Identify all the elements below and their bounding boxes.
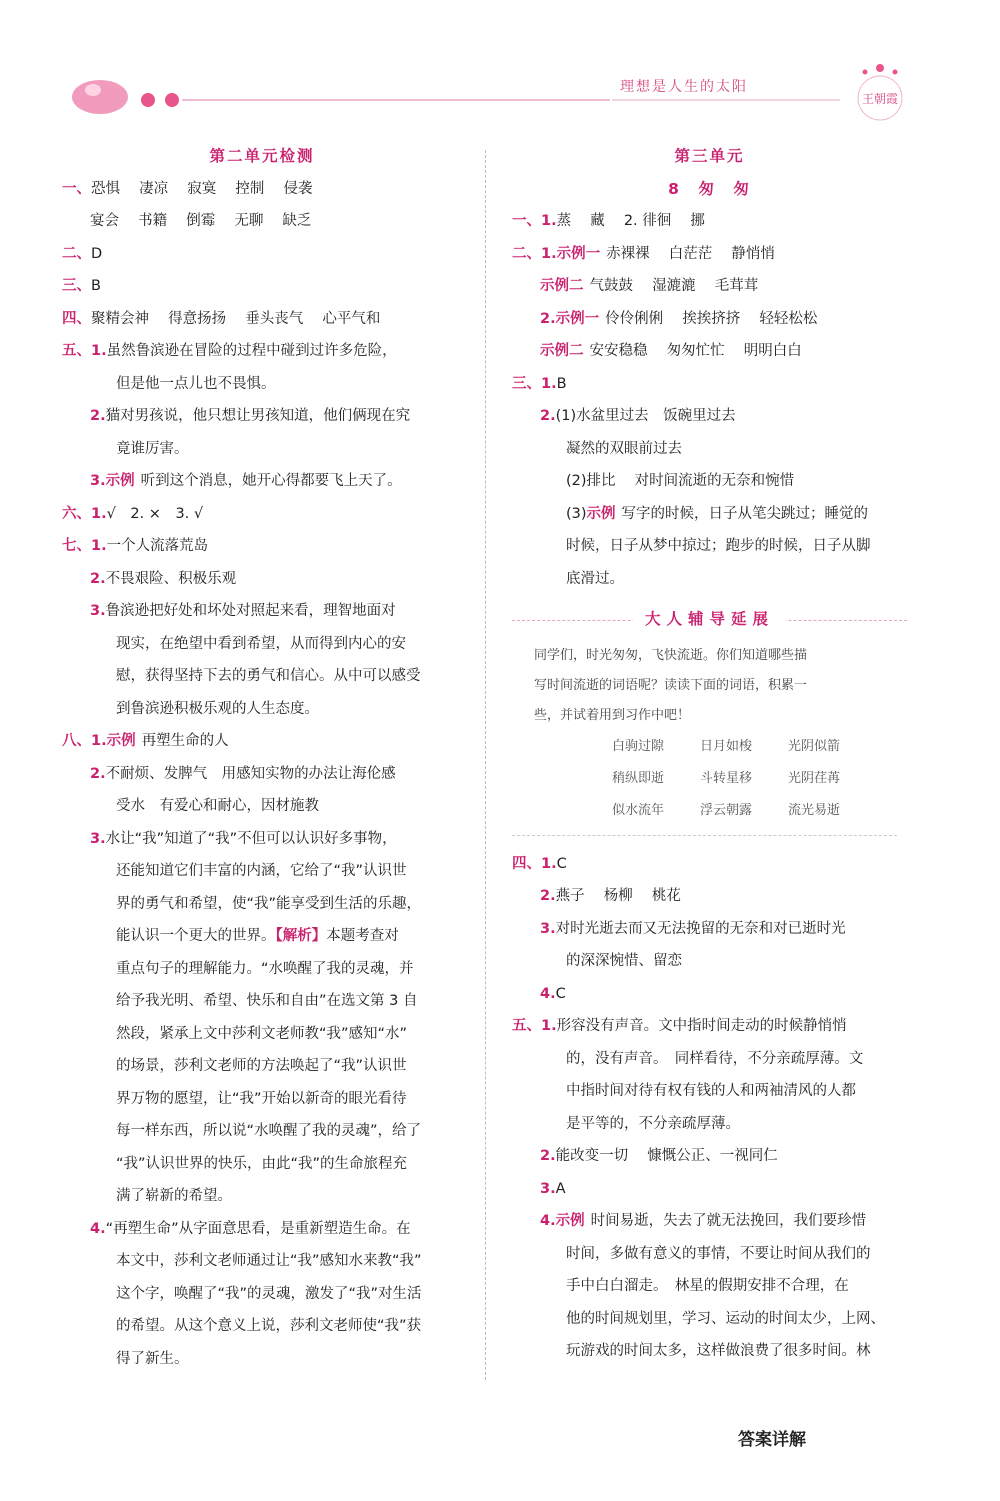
idiom-row xyxy=(512,763,907,795)
answer-text: 他的时间规划里，学习、运动的时间太少，上网、 xyxy=(566,1310,885,1327)
answer-line xyxy=(62,790,462,823)
dot-icon xyxy=(141,93,155,107)
answer-text: (1)水盆里过去 饭碗里过去 xyxy=(555,408,736,424)
answer-line xyxy=(62,530,462,563)
answer-text: 每一样东西，所以说“水唤醒了我的灵魂”，给了 xyxy=(116,1123,422,1139)
answer-text: 时间，多做有意义的事情，不要让时间从我们的 xyxy=(566,1245,871,1262)
idiom-row xyxy=(512,731,907,763)
answer-line xyxy=(512,945,907,978)
answer-text: 对时光逝去而又无法挽留的无奈和对已逝时光 xyxy=(555,920,846,937)
answer-text: 中指时间对待有权有钱的人和两袖清风的人都 xyxy=(566,1083,856,1099)
question-number: 三、1. xyxy=(512,375,557,392)
answer-text: 猫对男孩说，他只想让男孩知道，他们俩现在究 xyxy=(105,408,411,424)
answer-text: 伶伶俐俐 挨挨挤挤 轻轻松松 xyxy=(605,310,818,327)
example-tag: 示例 xyxy=(586,505,616,522)
answer-text: 宴会 书籍 倒霉 无聊 缺乏 xyxy=(90,213,312,229)
answer-text: 界的勇气和希望，使“我”能享受到生活的乐趣， xyxy=(116,895,422,912)
question-number: 3. xyxy=(90,830,106,847)
answer-line xyxy=(62,270,462,303)
extension-box-label: 大人辅导延展 xyxy=(633,610,786,628)
question-number: 一、1. xyxy=(512,213,557,229)
question-number: 3. xyxy=(540,920,556,937)
answer-text: 再塑生命的人 xyxy=(141,733,229,749)
answer-line xyxy=(512,1140,907,1173)
answer-text: 的希望。从这个意义上说，莎利文老师使“我”获 xyxy=(116,1318,422,1334)
answer-text: 现实，在绝望中看到希望，从而得到内心的安 xyxy=(116,635,406,652)
answer-line xyxy=(512,1303,907,1336)
answer-text: 满了崭新的希望。 xyxy=(116,1188,232,1204)
answer-text: 给予我光明、希望、快乐和自由”在选文第 3 自 xyxy=(116,993,418,1009)
extension-text: 同学们，时光匆匆，飞快流逝。你们知道哪些描 xyxy=(534,647,808,663)
answer-line xyxy=(62,855,462,888)
cartoon-whale-icon xyxy=(72,80,128,114)
question-number: 四、1. xyxy=(512,855,557,872)
extension-box xyxy=(512,641,907,827)
answer-line xyxy=(62,1018,462,1051)
answer-text: 是平等的，不分亲疏厚薄。 xyxy=(566,1115,740,1132)
extension-box-title xyxy=(512,603,907,637)
answer-line xyxy=(512,238,907,271)
answer-line xyxy=(512,205,907,238)
unit-title: 第二单元检测 xyxy=(209,147,315,165)
answer-line xyxy=(512,563,907,596)
answer-text: 听到这个消息，她开心得都要飞上天了。 xyxy=(140,473,402,489)
answer-line xyxy=(512,400,907,433)
example-tag: 示例一 xyxy=(556,245,601,262)
answer-line xyxy=(62,985,462,1018)
answer-text: 水让“我”知道了“我”不但可以认识好多事物， xyxy=(105,830,397,847)
answer-text: 能改变一切 慷慨公正、一视同仁 xyxy=(555,1148,778,1164)
answer-line xyxy=(62,563,462,596)
answer-text: “我”认识世界的快乐，由此“我”的生命旅程充 xyxy=(116,1155,408,1172)
extension-text: 些，并试着用到习作中吧！ xyxy=(534,707,691,723)
idiom: 斗转星移 xyxy=(700,770,753,786)
answer-line xyxy=(62,173,462,206)
answer-line xyxy=(512,335,907,368)
answer-line xyxy=(62,433,462,466)
analysis-tag: 【解析】 xyxy=(275,928,327,944)
question-number: 七、1. xyxy=(62,538,107,554)
right-column xyxy=(512,140,907,1368)
answer-text: 赤裸裸 白茫茫 静悄悄 xyxy=(606,245,775,262)
answer-line xyxy=(62,1278,462,1311)
question-number: 六、1. xyxy=(62,505,107,522)
answer-line xyxy=(62,660,462,693)
answer-line xyxy=(62,1310,462,1343)
question-number: 2. xyxy=(540,888,556,904)
answer-text: 竟谁厉害。 xyxy=(116,440,189,457)
answer-text: 底滑过。 xyxy=(566,570,624,587)
question-number: 2. xyxy=(540,1148,556,1164)
answer-line xyxy=(512,465,907,498)
idiom: 日月如梭 xyxy=(700,738,753,754)
answer-text: 的深深惋惜、留恋 xyxy=(566,953,682,969)
answer-line xyxy=(512,270,907,303)
answer-line xyxy=(62,303,462,336)
answer-text: 本题考查对 xyxy=(326,928,399,944)
answer-text: 安安稳稳 匆匆忙忙 明明白白 xyxy=(589,343,802,359)
answer-line xyxy=(62,1180,462,1213)
question-number: 2. xyxy=(540,408,556,424)
answer-line xyxy=(512,1335,907,1368)
answer-text: 这个字，唤醒了“我”的灵魂，激发了“我”对生活 xyxy=(116,1285,422,1302)
question-number: 2. xyxy=(90,765,106,782)
answer-line xyxy=(62,1050,462,1083)
answer-block-b xyxy=(512,848,907,1368)
answer-line xyxy=(62,465,462,498)
answer-text: (2)排比 对时间流逝的无奈和惋惜 xyxy=(566,473,795,489)
answer-text: 不畏艰险、积极乐观 xyxy=(105,570,237,587)
answer-text: 本文中，莎利文老师通过让“我”感知水来教“我” xyxy=(116,1253,422,1269)
answer-text: A xyxy=(555,1180,566,1197)
answer-line xyxy=(512,498,907,531)
idiom: 似水流年 xyxy=(612,802,665,818)
question-number: 4. xyxy=(540,985,556,1002)
footer-label: 答案详解 xyxy=(738,1430,806,1450)
answer-line xyxy=(62,693,462,726)
dot-icon xyxy=(165,93,179,107)
idiom: 光阴荏苒 xyxy=(788,770,841,786)
answer-text: 手中白白溜走。 林星的假期安排不合理，在 xyxy=(566,1278,849,1294)
answer-line xyxy=(62,823,462,856)
answer-line xyxy=(62,1343,462,1376)
example-tag: 示例 xyxy=(106,733,136,749)
question-number: 2. xyxy=(90,408,106,424)
answer-text: 的场景，莎利文老师的方法唤起了“我”认识世 xyxy=(116,1058,407,1074)
answer-line xyxy=(512,1108,907,1141)
idiom: 稍纵即逝 xyxy=(612,770,665,786)
answer-text: 重点句子的理解能力。“水唤醒了我的灵魂，并 xyxy=(116,960,414,977)
answer-line xyxy=(62,953,462,986)
answer-line xyxy=(62,400,462,433)
idiom: 浮云朝露 xyxy=(700,802,753,818)
answer-line xyxy=(512,303,907,336)
question-number: 4. xyxy=(540,1213,556,1229)
answer-line xyxy=(62,628,462,661)
left-column xyxy=(62,140,462,1375)
question-number: 2. xyxy=(90,570,106,587)
answer-line xyxy=(62,238,462,271)
idiom: 流光易逝 xyxy=(788,802,841,818)
answer-text: 然段，紧承上文中莎利文老师教“我”感知“水” xyxy=(116,1025,408,1042)
column-divider xyxy=(485,150,486,1380)
answer-line xyxy=(62,498,462,531)
question-number: 五、1. xyxy=(62,343,107,359)
answer-line xyxy=(62,1115,462,1148)
answer-text: 但是他一点儿也不畏惧。 xyxy=(116,375,276,392)
answer-line xyxy=(512,1238,907,1271)
lesson-title: 8 匆 匆 xyxy=(668,179,751,198)
answer-line xyxy=(62,1148,462,1181)
answer-text: 气鼓鼓 湿漉漉 毛茸茸 xyxy=(589,278,759,294)
example-tag: 示例二 xyxy=(540,343,584,359)
answer-text: D xyxy=(91,245,103,262)
question-number: 五、1. xyxy=(512,1018,557,1034)
answer-text: 恐惧 凄凉 寂寞 控制 侵袭 xyxy=(91,180,313,197)
question-number: 二、1. xyxy=(512,245,557,262)
idiom: 白驹过隙 xyxy=(612,738,665,754)
answer-line xyxy=(62,1245,462,1278)
answer-line xyxy=(512,880,907,913)
answer-line xyxy=(62,888,462,921)
answer-text: 玩游戏的时间太多，这样做浪费了很多时间。林 xyxy=(566,1343,871,1359)
answer-text: 鲁滨逊把好处和坏处对照起来看，理智地面对 xyxy=(105,603,396,619)
answer-line xyxy=(62,758,462,791)
answer-line xyxy=(512,1270,907,1303)
answer-text: (3) xyxy=(566,505,587,522)
answer-text: B xyxy=(556,375,567,392)
answer-line xyxy=(62,725,462,758)
answer-text: “再塑生命”从字面意思看，是重新塑造生命。在 xyxy=(105,1220,411,1237)
answer-text: 受水 有爱心和耐心，因材施教 xyxy=(116,798,319,814)
answer-text: 时间易逝，失去了就无法挽回，我们要珍惜 xyxy=(590,1213,867,1229)
answer-line xyxy=(512,1010,907,1043)
answer-text: 一个人流落荒岛 xyxy=(106,538,209,554)
answer-line xyxy=(512,1043,907,1076)
answer-line xyxy=(512,1205,907,1238)
answer-text: 凝然的双眼前过去 xyxy=(566,440,682,457)
unit-title: 第三单元 xyxy=(674,147,745,165)
answer-text: 的，没有声音。 同样看待，不分亲疏厚薄。文 xyxy=(566,1050,864,1067)
answer-text: 还能知道它们丰富的内涵，它给了“我”认识世 xyxy=(116,863,407,879)
answer-line xyxy=(62,1213,462,1246)
question-number: 2. xyxy=(540,310,556,327)
idiom-row xyxy=(512,795,907,827)
answer-text: 能认识一个更大的世界。 xyxy=(116,928,276,944)
answer-line xyxy=(512,433,907,466)
question-number: 3. xyxy=(90,603,106,619)
example-tag: 示例 xyxy=(105,473,135,489)
answer-line xyxy=(62,335,462,368)
question-number: 4. xyxy=(90,1220,106,1237)
answer-line xyxy=(62,595,462,628)
example-tag: 示例二 xyxy=(540,278,584,294)
answer-text: C xyxy=(556,855,567,872)
answer-text: 慰，获得坚持下去的勇气和信心。从中可以感受 xyxy=(116,668,421,684)
answer-text: 蒸 藏 2. 徘徊 挪 xyxy=(556,213,705,229)
answer-text: 界万物的愿望，让“我”开始以新奇的眼光看待 xyxy=(116,1090,407,1107)
answer-text: 形容没有声音。文中指时间走动的时候静悄悄 xyxy=(556,1018,847,1034)
separator xyxy=(512,835,897,836)
answer-text: 聚精会神 得意扬扬 垂头丧气 心平气和 xyxy=(91,310,381,327)
question-number: 一、 xyxy=(62,180,91,197)
question-number: 三、 xyxy=(62,278,91,294)
question-number: 3. xyxy=(90,473,106,489)
answer-text: 写字的时候，日子从笔尖跳过；睡觉的 xyxy=(621,505,869,522)
example-tag: 示例一 xyxy=(555,310,600,327)
answer-line xyxy=(512,1075,907,1108)
answer-text: 虽然鲁滨逊在冒险的过程中碰到过许多危险， xyxy=(106,343,397,359)
answer-text: 到鲁滨逊积极乐观的人生态度。 xyxy=(116,700,319,717)
question-number: 二、 xyxy=(62,245,91,262)
answer-line xyxy=(62,1083,462,1116)
answer-text: 不耐烦、发脾气 用感知实物的办法让海伦感 xyxy=(105,765,396,782)
question-number: 3. xyxy=(540,1180,556,1197)
header-decoration xyxy=(0,0,1000,140)
answer-line xyxy=(512,913,907,946)
example-tag: 示例 xyxy=(555,1213,585,1229)
header-motto: 理想是人生的太阳 xyxy=(620,79,748,95)
answer-line xyxy=(512,848,907,881)
question-number: 四、 xyxy=(62,310,91,327)
answer-line xyxy=(512,1173,907,1206)
answer-text: √ 2. × 3. √ xyxy=(106,505,204,522)
answer-line xyxy=(512,978,907,1011)
idiom: 光阴似箭 xyxy=(788,738,841,754)
answer-line xyxy=(512,530,907,563)
page-header xyxy=(0,0,1000,140)
answer-text: 时候，日子从梦中掠过；跑步的时候，日子从脚 xyxy=(566,538,871,554)
answer-line xyxy=(62,368,462,401)
extension-text: 写时间流逝的词语呢？读读下面的词语，积累一 xyxy=(534,677,808,693)
answer-line xyxy=(62,205,462,238)
answer-block-a xyxy=(512,205,907,595)
question-number: 八、1. xyxy=(62,733,107,749)
answer-text: B xyxy=(91,278,101,294)
answer-line xyxy=(62,920,462,953)
answer-text: C xyxy=(555,985,566,1002)
answer-line xyxy=(512,368,907,401)
svg-text:王朝霞: 王朝霞 xyxy=(862,92,899,106)
answer-text: 燕子 杨柳 桃花 xyxy=(555,888,681,904)
answer-text: 得了新生。 xyxy=(116,1350,189,1367)
